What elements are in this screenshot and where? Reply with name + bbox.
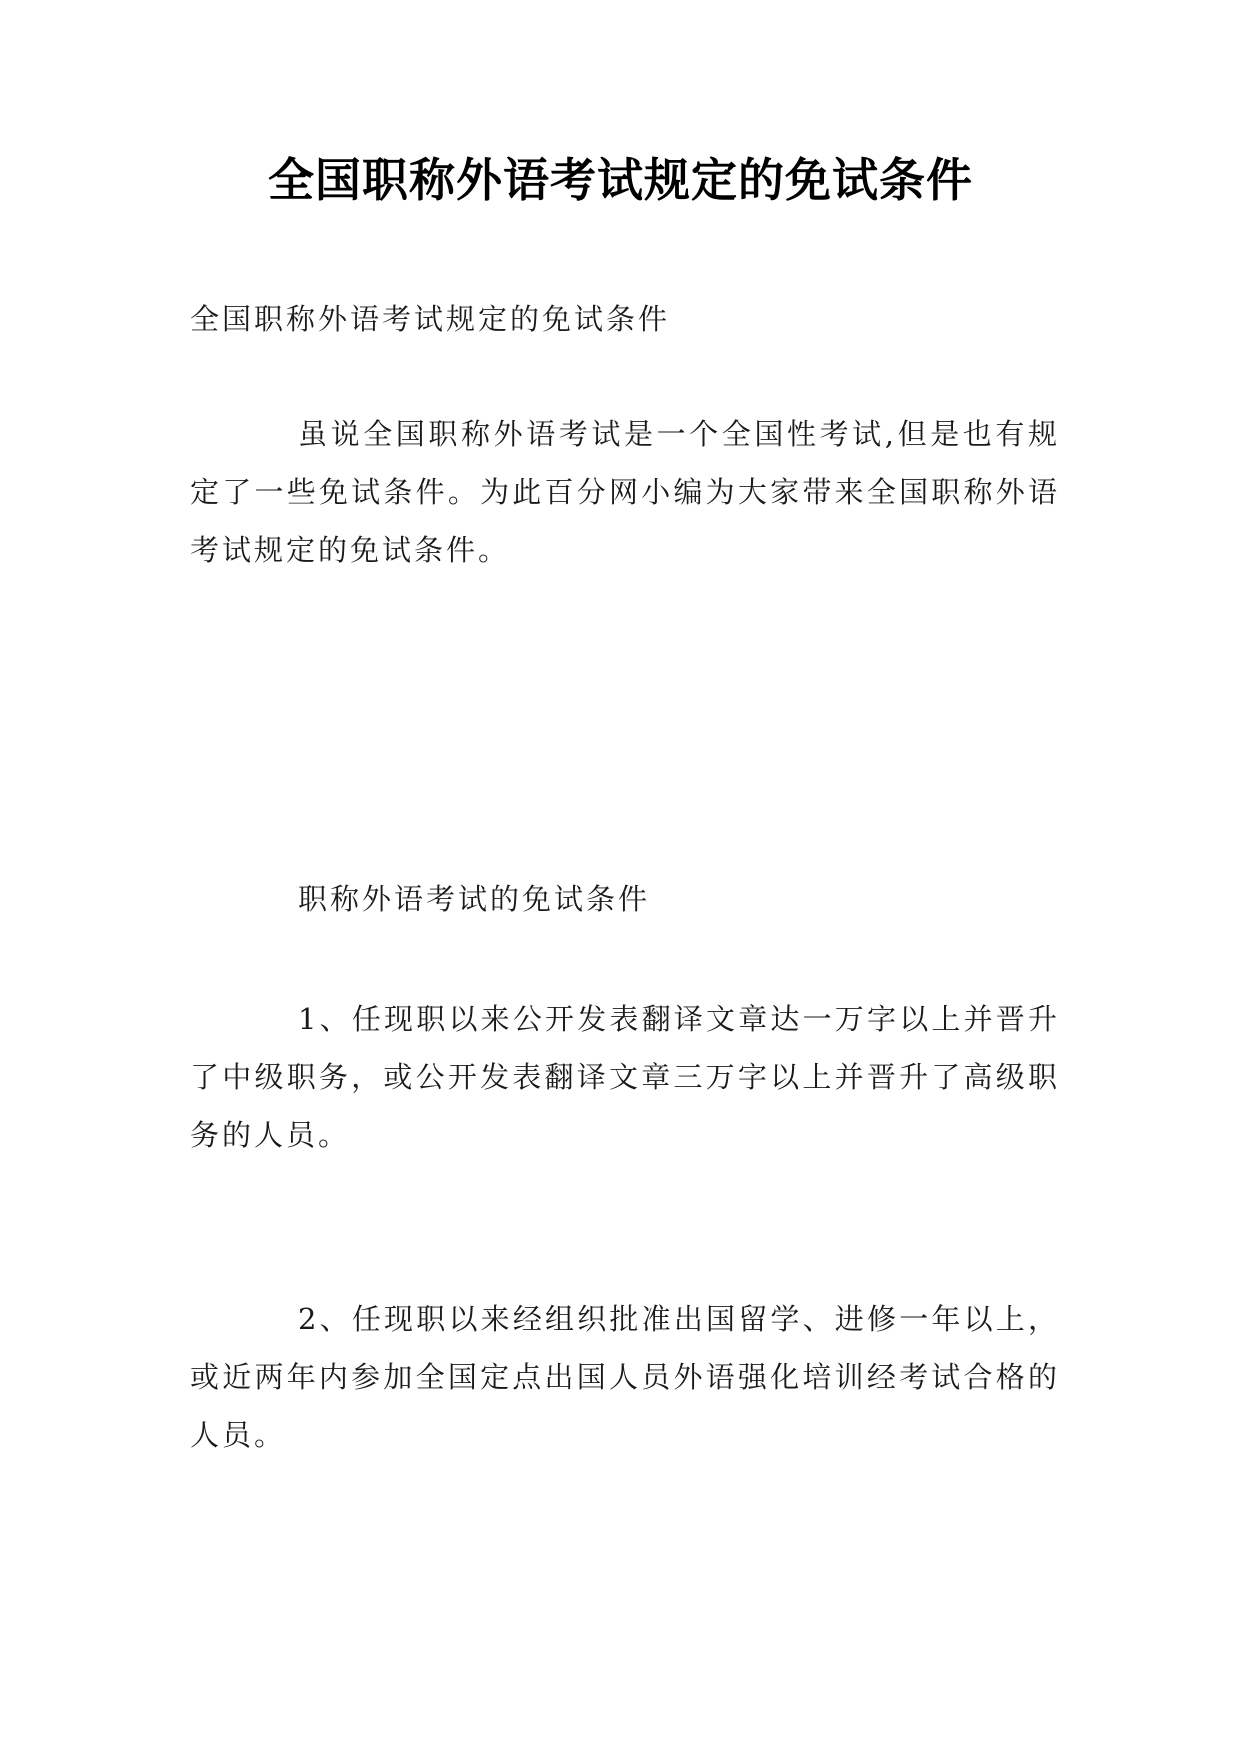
document-subtitle: 全国职称外语考试规定的免试条件	[190, 302, 671, 336]
condition-item-2: 2、任现职以来经组织批准出国留学、进修一年以上，或近两年内参加全国定点出国人员外语强化培训经考试合格的人员。	[190, 1302, 1060, 1452]
condition-item-1: 1、任现职以来公开发表翻译文章达一万字以上并晋升了中级职务，或公开发表翻译文章三万字以上并晋升了高级职务的人员。	[190, 1002, 1060, 1152]
document-title: 全国职称外语考试规定的免试条件	[268, 153, 973, 207]
section-heading: 职称外语考试的免试条件	[298, 882, 651, 916]
intro-paragraph: 虽说全国职称外语考试是一个全国性考试,但是也有规定了一些免试条件。为此百分网小编为大家带来全国职称外语考试规定的免试条件。	[190, 417, 1060, 567]
